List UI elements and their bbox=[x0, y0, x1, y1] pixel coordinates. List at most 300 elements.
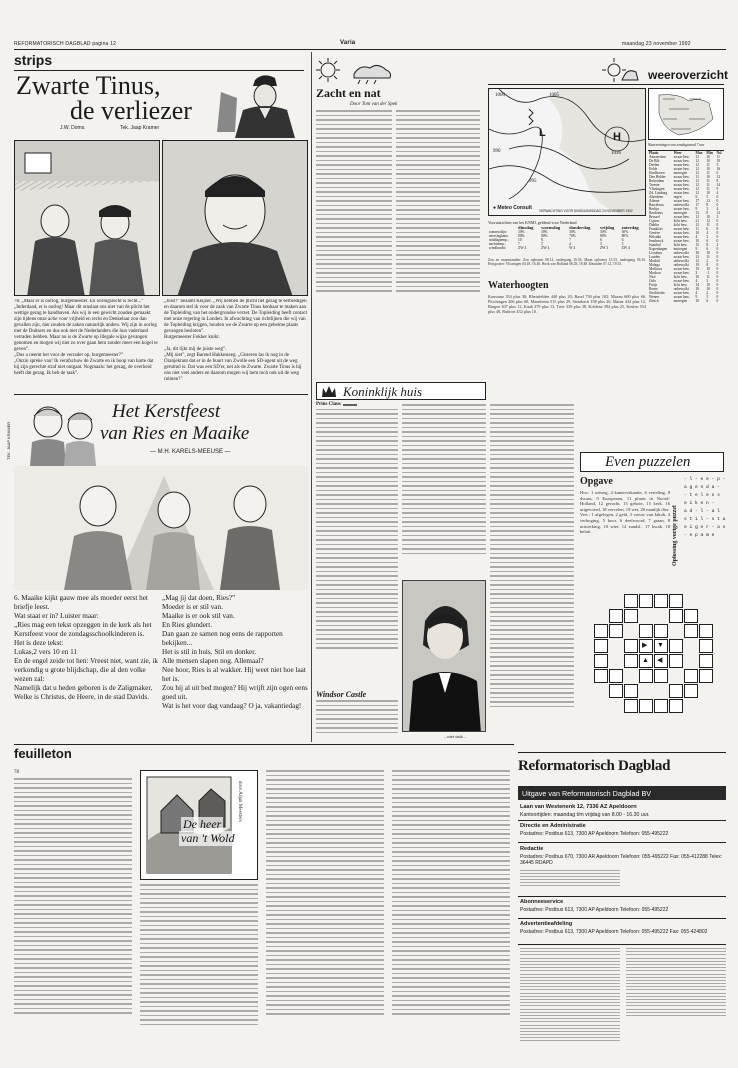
rd-rule-1 bbox=[518, 820, 726, 821]
table-cell: 0 bbox=[716, 235, 719, 239]
table-cell: 12 bbox=[695, 167, 700, 171]
table-cell: Kopenhagen bbox=[649, 247, 668, 251]
weer-table-header: Max bbox=[695, 151, 703, 155]
table-cell: 10 bbox=[706, 283, 710, 287]
table-cell: ZW 4 bbox=[621, 246, 630, 250]
table-cell: 80% bbox=[621, 234, 629, 238]
weer-table-note: Waarnemingen van zondagavond 7 uur bbox=[648, 143, 705, 147]
table-cell: 8 bbox=[541, 238, 543, 242]
table-cell: 7 bbox=[569, 238, 571, 242]
kerst-top-rule bbox=[14, 394, 308, 395]
table-cell: 0 bbox=[716, 223, 719, 227]
table-cell: 0 bbox=[716, 275, 719, 279]
feuilleton-label: feuilleton bbox=[14, 746, 72, 761]
table-cell: 4 bbox=[569, 242, 571, 246]
rd-top-rule bbox=[518, 752, 726, 753]
waterhoogten-title: Waterhoogten bbox=[488, 280, 549, 291]
forecast-title: Vooruitzichten van het KNMI, geldend voor Nederland bbox=[488, 220, 577, 225]
table-cell: onbewolkt bbox=[673, 259, 689, 263]
table-cell: 8 bbox=[706, 211, 709, 215]
weer-table-header: Min bbox=[706, 151, 713, 155]
table-cell: 0 bbox=[716, 283, 719, 287]
table-cell: 13 bbox=[695, 255, 700, 259]
table-cell: 9 bbox=[695, 295, 698, 299]
rd-rule-4 bbox=[518, 918, 726, 919]
column-text-col-2 bbox=[396, 110, 480, 318]
strip-title-2: de verliezer bbox=[70, 96, 192, 125]
feuilleton-column-4 bbox=[392, 770, 510, 1044]
table-cell: licht bew. bbox=[673, 223, 688, 227]
koninklijk-text-col-2 bbox=[402, 404, 486, 576]
redactie-text: Postadres: Postbus 670, 7300 AR Apeldoorn Telefoon: 055-495222 Fax: 055-412288 Telex: 36445 RDAPD bbox=[520, 854, 723, 867]
forecast-header: donderdag bbox=[569, 225, 591, 230]
table-cell: zwaar bew. bbox=[673, 163, 690, 167]
isobar-label-995: 995 bbox=[529, 179, 537, 184]
table-cell: 10 bbox=[706, 175, 710, 179]
crossword-cell[interactable] bbox=[594, 669, 608, 683]
meteo-brand-text: Meteo Consult bbox=[497, 205, 532, 211]
table-cell: 12 bbox=[716, 175, 721, 179]
table-cell: zwaar bew. bbox=[673, 227, 690, 231]
kerst-text-right: „Mag jij dat doen, Ries?” Moeder is er stil van. Maaike is er ook stil van. En Ries glundert. Dan gaan ze samen nog eens de rapporten bekijken... Het is stil in huis. Stil en donker. Alle mensen slapen nog. Allemaal? Nee hoor, Ries is al wakker. Hij weet niet hoe laat het is. Zou hij al uit bed mogen? Hij wrijft zijn ogen eens goed uit. Wat is het voor dag vandaag? O ja, vakantiedag! bbox=[162, 594, 308, 710]
table-cell: zwaar bew. bbox=[673, 215, 690, 219]
book-title-1: De heer bbox=[183, 817, 222, 831]
table-cell: 12 bbox=[695, 187, 700, 191]
oplossing-row: a g e n d a - bbox=[684, 485, 720, 490]
table-cell: onbewolkt bbox=[673, 203, 689, 207]
table-cell: 0 bbox=[716, 263, 719, 267]
table-cell: 30% bbox=[599, 230, 607, 234]
book-author: door Arjan Meesters bbox=[237, 781, 242, 822]
table-cell: Parijs bbox=[649, 283, 658, 287]
crossword-cell[interactable] bbox=[699, 624, 713, 638]
table-cell: Madrid bbox=[649, 259, 660, 263]
table-cell: 14 bbox=[695, 283, 700, 287]
table-cell: zwaar bew. bbox=[673, 199, 690, 203]
meteo-brand: ● Meteo Consult bbox=[493, 205, 532, 211]
table-cell: licht bew. bbox=[673, 219, 688, 223]
table-cell: 14 bbox=[716, 183, 721, 187]
table-cell: 3 bbox=[706, 279, 709, 283]
table-cell: ZW 4 bbox=[518, 246, 527, 250]
table-cell: 11 bbox=[716, 155, 720, 159]
col-divider-1 bbox=[311, 52, 312, 742]
crossword-cell[interactable] bbox=[684, 624, 698, 638]
weer-table-header: Plaats bbox=[649, 151, 659, 155]
table-cell: 11 bbox=[695, 227, 699, 231]
table-cell: 5 bbox=[706, 195, 709, 199]
table-cell: 10 bbox=[706, 251, 710, 255]
table-cell: Barcelona bbox=[649, 203, 664, 207]
table-cell: 10 bbox=[706, 287, 710, 291]
table-cell: 10 bbox=[518, 238, 522, 242]
table-cell: 30% bbox=[541, 230, 548, 234]
strip-title-1: Zwarte Tinus, bbox=[16, 71, 161, 100]
redactie-staff bbox=[520, 870, 620, 894]
kerst-title-2: van Ries en Maaike bbox=[100, 423, 250, 444]
table-cell: 8 bbox=[716, 179, 719, 183]
table-cell: 0 bbox=[716, 219, 719, 223]
table-cell: zwaar bew. bbox=[673, 291, 690, 295]
table-cell: 6 bbox=[621, 238, 624, 242]
rd-rule-3 bbox=[518, 896, 726, 897]
table-cell: motregen bbox=[673, 211, 688, 215]
table-cell: 12 bbox=[695, 159, 700, 163]
strip-artist: Tek. Jaap Kramer bbox=[120, 125, 160, 131]
table-cell: 10 bbox=[706, 191, 710, 195]
oplossing-row: - t e l e n s bbox=[684, 493, 720, 498]
column-title: Zacht en nat bbox=[316, 86, 381, 100]
redactie-title: Redactie bbox=[520, 846, 544, 852]
column-text-col-1 bbox=[316, 110, 392, 318]
table-cell: 0 bbox=[716, 271, 719, 275]
table-cell: 16 bbox=[716, 167, 721, 171]
table-cell: licht bew. bbox=[673, 243, 688, 247]
table-cell: 7 bbox=[518, 242, 520, 246]
table-cell: zwaar bew. bbox=[673, 271, 690, 275]
oplossing-row: e i k e n - bbox=[684, 501, 715, 506]
table-cell: 0 bbox=[716, 239, 719, 243]
sun-moon-text: Zon en maanstanden: Zon opkomst 08.12, ondergang 16.36. Maan opkomst 15.53, ondergang 06.16. Hoogwater: Vlissingen 04.18, 16.40. Hoek van Holland 06.28, 18.48. IJmuiden 07.12, 19.35. bbox=[488, 258, 646, 267]
oplossing-row: - l - e e - p - bbox=[684, 477, 726, 482]
kerst-illustration bbox=[18, 398, 108, 466]
koninklijk-prince: Prins Claus bbox=[316, 402, 341, 407]
kerst-illustration-main bbox=[14, 466, 308, 590]
oplossing-label: Oplossing vorige puzzel bbox=[672, 505, 678, 566]
table-cell: 0 bbox=[716, 291, 719, 295]
table-cell: 4 bbox=[695, 235, 698, 239]
rd-rule-2 bbox=[518, 842, 726, 843]
crossword-cell[interactable] bbox=[609, 624, 623, 638]
table-cell: licht bew. bbox=[673, 283, 688, 287]
table-cell: 0 bbox=[716, 287, 719, 291]
forecast-header: dinsdag bbox=[518, 225, 534, 230]
puzzel-label: Even puzzelen bbox=[605, 454, 691, 470]
table-cell: 0 bbox=[716, 247, 719, 251]
crossword-cell[interactable] bbox=[654, 699, 668, 713]
rd-kantoortijden: Kantoortijden: maandag t/m vrijdag van 8.00 - 16.30 uur. bbox=[520, 812, 650, 818]
crossword-cell[interactable] bbox=[624, 684, 638, 698]
forecast-table bbox=[488, 226, 646, 250]
crossword-arrow-icon: ▶ bbox=[642, 641, 648, 649]
forecast-header: woensdag bbox=[541, 225, 561, 230]
weer-table bbox=[648, 150, 724, 362]
table-cell: 8 bbox=[716, 227, 719, 231]
crossword-grid[interactable] bbox=[588, 588, 720, 720]
crossword-cell[interactable] bbox=[594, 624, 608, 638]
table-cell: 4 bbox=[695, 291, 698, 295]
table-cell: 19 bbox=[695, 267, 700, 271]
crossword-cell[interactable] bbox=[624, 609, 638, 623]
table-cell: 8 bbox=[706, 203, 709, 207]
table-cell: 15 bbox=[695, 243, 700, 247]
table-cell: Aberdeen bbox=[649, 195, 663, 199]
directie-title: Directie en Administratie bbox=[520, 823, 586, 829]
kerst-title-1: Het Kerstfeest bbox=[112, 401, 221, 422]
table-cell: middagtemp.: bbox=[489, 238, 509, 242]
table-cell: 70% bbox=[569, 234, 576, 238]
isobar-label-1036: 1036 bbox=[611, 151, 621, 156]
crossword-cell[interactable] bbox=[669, 609, 683, 623]
koninklijk-text-col-3 bbox=[490, 404, 574, 744]
photo-caption: ...niet stuk... bbox=[444, 734, 467, 739]
table-cell: Zürich bbox=[649, 299, 659, 303]
table-cell: zwaar bew. bbox=[673, 187, 690, 191]
table-cell: zwaar bew. bbox=[673, 295, 690, 299]
table-cell: Oslo bbox=[649, 279, 656, 283]
table-cell: 10 bbox=[695, 299, 700, 303]
rd-uitgave: Uitgave van Reformatorisch Dagblad BV bbox=[518, 786, 726, 800]
table-cell: 12 bbox=[706, 199, 710, 203]
table-cell: 2 bbox=[716, 243, 719, 247]
table-cell: 12 bbox=[695, 163, 700, 167]
table-cell: 0 bbox=[716, 231, 719, 235]
crossword-cell[interactable] bbox=[624, 699, 638, 713]
forecast-header: zaterdag bbox=[621, 225, 639, 230]
table-cell: zwaar bew. bbox=[673, 183, 690, 187]
crossword-cell[interactable] bbox=[669, 654, 683, 668]
table-cell: Mallorca bbox=[649, 267, 662, 271]
table-cell: 0 bbox=[716, 203, 719, 207]
table-cell: 3 bbox=[706, 207, 709, 211]
small-weather-map bbox=[648, 88, 724, 140]
table-cell: 4 bbox=[716, 191, 719, 195]
table-cell: Zd. Limburg bbox=[649, 191, 668, 195]
crossword-cell[interactable] bbox=[609, 609, 623, 623]
feuilleton-column-3 bbox=[266, 770, 384, 1044]
table-cell: 6 bbox=[706, 247, 709, 251]
table-cell: zwaar bew. bbox=[673, 175, 690, 179]
table-cell: 21 bbox=[695, 219, 700, 223]
strip-caption-left: 78. „Maar er is oorlog, burgemeester. En oorlogsrecht is recht...” „Inderdaad, er is oorlog! Maar dit omslaat ons niet van de plicht het wettige gezag te handhaven. Als wij in een gewicht zouden gemaakt zijn tijdens onze actie voor vrijheid en recht en Denkelaar zou dan gevallen zijn, dan zouden de zaken natuurlijk anders. Wij zijn in oorlog met de Duitsers en dus ook met de Nederlanders die hun vaderland verraden hebben. Maar nu is de Zwarte op illegale wijze gevangen genomen en mogen wij niet zo over gaan hem zonder meer een kogel te geven”. „Dus u neemt het voor de verrader op, burgemeester?” „Onzin spreke van! Ik verafschuw de Zwarte en ik hoop van harte dat hij zijn gerechte straf niet ontgaat. Nogmaals: het gezag, de overheid heeft dat gezag. Ik heb de taak”. bbox=[14, 299, 158, 376]
table-cell: nachttemp.: bbox=[489, 242, 506, 246]
strip-panel-left bbox=[14, 140, 160, 296]
feuilleton-book-cover bbox=[140, 770, 258, 880]
table-cell: Helsinki bbox=[649, 235, 662, 239]
crossword-cell[interactable] bbox=[699, 639, 713, 653]
forecast-header: vrijdag bbox=[599, 225, 615, 230]
table-cell: 10 bbox=[695, 239, 700, 243]
table-cell: 30% bbox=[569, 230, 576, 234]
table-cell: 5 bbox=[716, 163, 719, 167]
crossword-cell[interactable] bbox=[684, 609, 698, 623]
table-cell: 3 bbox=[695, 271, 698, 275]
strip-officer-illustration bbox=[215, 72, 309, 138]
table-cell: 11 bbox=[706, 183, 710, 187]
oplossing-row: s t i l - s t a bbox=[684, 517, 726, 522]
table-cell: zwaar bew. bbox=[673, 255, 690, 259]
table-cell: zwaar bew. bbox=[673, 179, 690, 183]
table-cell: zwaar bew. bbox=[673, 267, 690, 271]
table-cell: 11 bbox=[706, 179, 710, 183]
weer-label: weeroverzicht bbox=[648, 68, 729, 82]
table-cell: zwaar bew. bbox=[673, 155, 690, 159]
table-cell: Amsterdam bbox=[649, 155, 666, 159]
table-cell: motregen bbox=[673, 171, 688, 175]
crossword-cell[interactable] bbox=[609, 669, 623, 683]
rd-small-print-left bbox=[520, 948, 620, 1044]
table-cell: 12 bbox=[695, 179, 700, 183]
table-cell: 0 bbox=[716, 255, 719, 259]
crossword-cell[interactable] bbox=[699, 669, 713, 683]
strip-author: J.W. Doms. bbox=[60, 125, 86, 131]
table-cell: 0 bbox=[716, 251, 719, 255]
crossword-cell[interactable] bbox=[669, 639, 683, 653]
koninklijk-banner bbox=[316, 382, 486, 400]
weer-table-header: Nsl bbox=[716, 151, 722, 155]
crossword-cell[interactable] bbox=[609, 684, 623, 698]
table-cell: 9 bbox=[716, 187, 719, 191]
koninklijk-text-col-1 bbox=[316, 404, 398, 684]
table-cell: licht bew. bbox=[673, 275, 688, 279]
crossword-cell[interactable] bbox=[654, 624, 668, 638]
table-cell: 5 bbox=[706, 295, 709, 299]
table-cell: Nice bbox=[649, 275, 656, 279]
strips-section-label: strips bbox=[14, 52, 53, 68]
table-cell: Vlissingen bbox=[649, 187, 665, 191]
crossword-cell[interactable] bbox=[699, 654, 713, 668]
table-cell: neerslagkans: bbox=[489, 234, 509, 238]
table-cell: 12 bbox=[695, 191, 700, 195]
table-cell: 80% bbox=[541, 234, 548, 238]
table-cell: 3 bbox=[716, 215, 719, 219]
table-cell: zwaar bew. bbox=[673, 239, 690, 243]
table-cell: 12 bbox=[716, 211, 721, 215]
table-cell: Moskou bbox=[649, 271, 661, 275]
table-cell: zwaar bew. bbox=[673, 167, 690, 171]
table-cell: 16 bbox=[695, 251, 700, 255]
table-cell: -1 bbox=[706, 271, 710, 275]
table-cell: 6 bbox=[706, 239, 709, 243]
table-cell: 10 bbox=[706, 167, 710, 171]
table-cell: 11 bbox=[706, 171, 710, 175]
crossword-cell[interactable] bbox=[669, 699, 683, 713]
crossword-cell[interactable] bbox=[669, 594, 683, 608]
advert-text: Postadres: Postbus 613, 7300 AP Apeldoorn Telefoon: 055-495222 Fax: 055-424802 bbox=[520, 929, 708, 935]
table-cell: 9 bbox=[695, 207, 698, 211]
table-cell: ZW 4 bbox=[541, 246, 550, 250]
crossword-cell[interactable] bbox=[594, 639, 608, 653]
table-cell: W 4 bbox=[569, 246, 576, 250]
oplossing-grid bbox=[684, 476, 726, 576]
table-cell: zonneschijn: bbox=[489, 230, 508, 234]
table-cell: 0 bbox=[716, 295, 719, 299]
table-cell: motregen bbox=[673, 247, 688, 251]
crossword-cell[interactable] bbox=[639, 594, 653, 608]
table-cell: 6 bbox=[599, 238, 602, 242]
table-cell: Stockholm bbox=[649, 291, 665, 295]
table-cell: zwaar bew. bbox=[673, 191, 690, 195]
rd-address: Laan van Westenenk 12, 7336 AZ Apeldoorn bbox=[520, 804, 637, 810]
crossword-cell[interactable] bbox=[624, 639, 638, 653]
kerst-text-left: 6. Maaike kijkt gauw mee als moeder eerst het briefje leest. Wat staat er in? Luister maar: „Ries mag een tekst opzeggen in de kerk als het Kerstfeest voor de zondagsschoolkinderen is. Het is deze tekst: Lukas,2 vers 10 en 11 En de engel zeide tot hen: Vreest niet, want zie, ik verkondig u grote blijdschap, die al den volke wezen zal: Namelijk dat u heden geboren is de Zaligmaker, Welke is Christus, de Heere, in de stad Davids. bbox=[14, 594, 158, 701]
table-cell: 0 bbox=[716, 299, 719, 303]
table-cell: 10 bbox=[706, 215, 710, 219]
table-cell: 3 bbox=[706, 235, 709, 239]
table-cell: 17 bbox=[695, 199, 700, 203]
crossword-cell[interactable] bbox=[684, 684, 698, 698]
oplossing-row: - e p a m e bbox=[684, 533, 715, 538]
weer-table-header: Weer bbox=[673, 151, 682, 155]
table-cell: 4 bbox=[695, 279, 698, 283]
directie-text: Postadres: Postbus 613, 7300 AP Apeldoorn Telefoon: 055-495222 bbox=[520, 831, 669, 837]
rd-small-print-right bbox=[626, 948, 726, 1044]
table-cell: 0 bbox=[716, 267, 719, 271]
table-cell: Genève bbox=[649, 231, 660, 235]
high-pressure-marker: H bbox=[613, 131, 621, 143]
crossword-arrow-icon: ◀ bbox=[657, 656, 663, 664]
crossword-arrow-icon: ▼ bbox=[657, 641, 664, 649]
table-cell: 10 bbox=[716, 159, 721, 163]
table-cell: 2 bbox=[706, 259, 709, 263]
crossword-cell[interactable] bbox=[624, 654, 638, 668]
crossword-cell[interactable] bbox=[669, 684, 683, 698]
table-cell: 17 bbox=[695, 203, 700, 207]
isobar-label-1000: 1000 bbox=[495, 93, 505, 98]
table-cell: 12 bbox=[706, 219, 710, 223]
table-cell: Brussel bbox=[649, 215, 660, 219]
table-cell: 10 bbox=[706, 159, 710, 163]
koninklijk-label: Koninklijk huis bbox=[343, 384, 423, 399]
table-cell: zwaar bew. bbox=[673, 231, 690, 235]
oplossing-row: e i g e r - a v bbox=[684, 525, 726, 530]
crossword-cell[interactable] bbox=[654, 669, 668, 683]
table-cell: 6 bbox=[706, 299, 709, 303]
crossword-cell[interactable] bbox=[639, 624, 653, 638]
table-cell: 11 bbox=[706, 275, 710, 279]
table-cell: 80% bbox=[599, 234, 607, 238]
masthead-center: Varia bbox=[340, 40, 356, 46]
masthead-right: maandag 23 november 1992 bbox=[622, 41, 691, 47]
table-cell: 6 bbox=[706, 227, 709, 231]
crossword-cell[interactable] bbox=[654, 594, 668, 608]
table-cell: onbewolkt bbox=[673, 287, 689, 291]
table-cell: 8 bbox=[706, 263, 709, 267]
crossword-cell[interactable] bbox=[594, 654, 608, 668]
table-cell: Wenen bbox=[649, 295, 659, 299]
table-cell: Athene bbox=[649, 199, 660, 203]
table-cell: 10 bbox=[706, 267, 710, 271]
table-cell: Twente bbox=[649, 183, 660, 187]
table-cell: 80% bbox=[518, 234, 525, 238]
table-cell: onbewolkt bbox=[673, 263, 689, 267]
table-cell: 2 bbox=[706, 291, 709, 295]
table-cell: motregen bbox=[673, 299, 688, 303]
feuilleton-number: 78 bbox=[14, 770, 19, 775]
crossword-cell[interactable] bbox=[624, 594, 638, 608]
crossword-cell[interactable] bbox=[684, 669, 698, 683]
table-cell: Eelde bbox=[649, 167, 658, 171]
table-cell: 11 bbox=[706, 255, 710, 259]
table-cell: 12 bbox=[695, 183, 700, 187]
table-cell: 3 bbox=[621, 242, 624, 246]
table-cell: Rotterdam bbox=[649, 179, 665, 183]
table-cell: 11 bbox=[695, 175, 699, 179]
table-row bbox=[488, 246, 646, 250]
kerst-side-label: TEK. JAAP KRAMER bbox=[6, 421, 11, 460]
crossword-cell[interactable] bbox=[639, 669, 653, 683]
table-cell: 30% bbox=[621, 230, 629, 234]
table-cell: Frankfort bbox=[649, 227, 663, 231]
column-byline: Door Tom van der Spek bbox=[350, 102, 398, 107]
table-cell: Deelen bbox=[649, 163, 660, 167]
table-cell: Malaga bbox=[649, 263, 660, 267]
table-cell: regen bbox=[673, 195, 682, 199]
table-cell: 0 bbox=[716, 279, 719, 283]
crossword-cell[interactable] bbox=[639, 699, 653, 713]
map-footer: VERWACHTING VOOR DINSDAGMIDDAG 24 NOVEMBER 1992 bbox=[539, 209, 633, 213]
table-cell: Berlijn bbox=[649, 207, 659, 211]
